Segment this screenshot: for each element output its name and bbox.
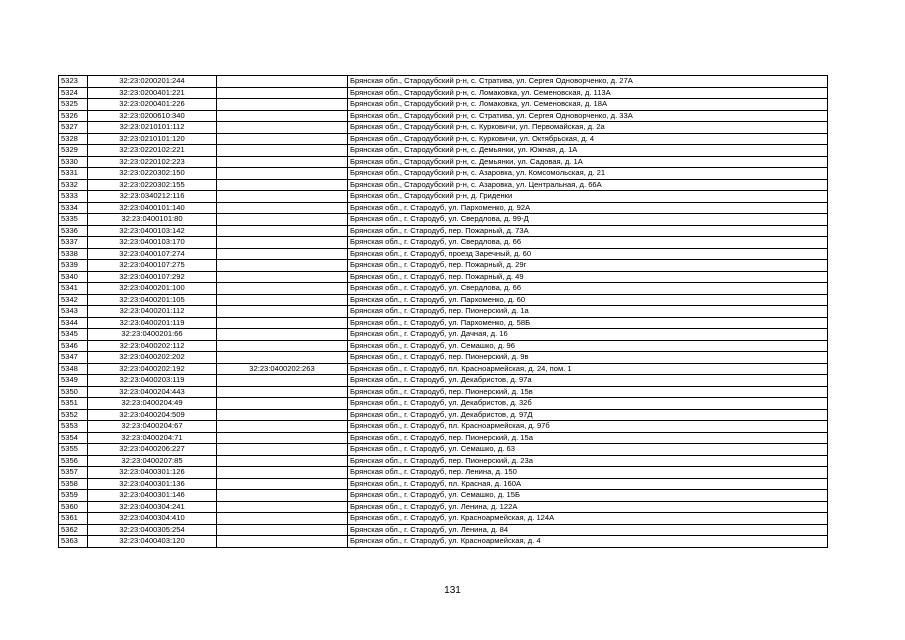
- table-row: [59, 329, 828, 341]
- address-cell: Брянская обл., г. Стародуб, ул. Семашко, д. 15Б: [348, 490, 828, 502]
- address-cell: Брянская обл., г. Стародуб, пер. Пионерский, д. 15в: [348, 386, 828, 398]
- secondary-cadastral-number-cell: [217, 237, 348, 249]
- row-number-cell: 5327: [59, 122, 88, 134]
- row-number-cell: 5333: [59, 191, 88, 203]
- cadastral-number-cell: 32:23:0400101:140: [88, 202, 217, 214]
- table-row: [59, 490, 828, 502]
- table-row: [59, 99, 828, 111]
- address-cell: Брянская обл., г. Стародуб, ул. Свердлова, д. 66: [348, 283, 828, 295]
- secondary-cadastral-number-cell: [217, 490, 348, 502]
- row-number-cell: 5326: [59, 110, 88, 122]
- cadastral-number-cell: 32:23:0200401:221: [88, 87, 217, 99]
- secondary-cadastral-number-cell: [217, 513, 348, 525]
- row-number-cell: 5363: [59, 536, 88, 548]
- address-cell: Брянская обл., г. Стародуб, ул. Ленина, д. 84: [348, 524, 828, 536]
- secondary-cadastral-number-cell: [217, 501, 348, 513]
- row-number-cell: 5338: [59, 248, 88, 260]
- address-cell: Брянская обл., г. Стародуб, ул. Семашко, д. 63: [348, 444, 828, 456]
- table-row: [59, 76, 828, 88]
- cadastral-number-cell: 32:23:0400204:509: [88, 409, 217, 421]
- cadastral-number-cell: 32:23:0400301:146: [88, 490, 217, 502]
- secondary-cadastral-number-cell: [217, 202, 348, 214]
- address-cell: Брянская обл., г. Стародуб, ул. Ленина, д. 122А: [348, 501, 828, 513]
- secondary-cadastral-number-cell: [217, 432, 348, 444]
- table-row: [59, 478, 828, 490]
- address-cell: Брянская обл., г. Стародуб, пер. Пионерский, д. 23а: [348, 455, 828, 467]
- table-row: [59, 398, 828, 410]
- secondary-cadastral-number-cell: [217, 398, 348, 410]
- row-number-cell: 5355: [59, 444, 88, 456]
- secondary-cadastral-number-cell: [217, 306, 348, 318]
- secondary-cadastral-number-cell: [217, 110, 348, 122]
- cadastral-number-cell: 32:23:0400206:227: [88, 444, 217, 456]
- cadastral-number-cell: 32:23:0400204:67: [88, 421, 217, 433]
- row-number-cell: 5362: [59, 524, 88, 536]
- row-number-cell: 5361: [59, 513, 88, 525]
- row-number-cell: 5335: [59, 214, 88, 226]
- row-number-cell: 5356: [59, 455, 88, 467]
- cadastral-number-cell: 32:23:0400202:202: [88, 352, 217, 364]
- row-number-cell: 5353: [59, 421, 88, 433]
- table-row: [59, 432, 828, 444]
- cadastral-number-cell: 32:23:0210101:120: [88, 133, 217, 145]
- table-row: [59, 363, 828, 375]
- secondary-cadastral-number-cell: [217, 260, 348, 272]
- secondary-cadastral-number-cell: [217, 225, 348, 237]
- cadastral-number-cell: 32:23:0400204:49: [88, 398, 217, 410]
- address-cell: Брянская обл., г. Стародуб, ул. Пархоменко, д. 60: [348, 294, 828, 306]
- table-row: [59, 179, 828, 191]
- table-row: [59, 271, 828, 283]
- row-number-cell: 5348: [59, 363, 88, 375]
- cadastral-number-cell: 32:23:0210101:112: [88, 122, 217, 134]
- secondary-cadastral-number-cell: [217, 168, 348, 180]
- table-row: [59, 352, 828, 364]
- table-row: [59, 306, 828, 318]
- secondary-cadastral-number-cell: [217, 248, 348, 260]
- secondary-cadastral-number-cell: [217, 329, 348, 341]
- table-row: [59, 501, 828, 513]
- address-cell: Брянская обл., г. Стародуб, пер. Пионерский, д. 9в: [348, 352, 828, 364]
- cadastral-number-cell: 32:23:0220102:223: [88, 156, 217, 168]
- secondary-cadastral-number-cell: [217, 87, 348, 99]
- row-number-cell: 5341: [59, 283, 88, 295]
- row-number-cell: 5325: [59, 99, 88, 111]
- cadastral-number-cell: 32:23:0400301:126: [88, 467, 217, 479]
- address-cell: Брянская обл., г. Стародуб, пер. Ленина, д. 150: [348, 467, 828, 479]
- address-cell: Брянская обл., Стародубский р-н, с. Курковичи, ул. Первомайская, д. 2а: [348, 122, 828, 134]
- table-row: [59, 87, 828, 99]
- table-row: [59, 260, 828, 272]
- address-cell: Брянская обл., г. Стародуб, пер. Пожарный, д. 49: [348, 271, 828, 283]
- secondary-cadastral-number-cell: [217, 271, 348, 283]
- row-number-cell: 5340: [59, 271, 88, 283]
- table-row: [59, 225, 828, 237]
- row-number-cell: 5344: [59, 317, 88, 329]
- cadastral-number-cell: 32:23:0400201:119: [88, 317, 217, 329]
- table-row: [59, 237, 828, 249]
- secondary-cadastral-number-cell: [217, 375, 348, 387]
- address-cell: Брянская обл., г. Стародуб, ул. Декабристов, д. 97Д: [348, 409, 828, 421]
- table-row: [59, 421, 828, 433]
- table-row: [59, 110, 828, 122]
- cadastral-number-cell: 32:23:0400203:119: [88, 375, 217, 387]
- row-number-cell: 5349: [59, 375, 88, 387]
- page-number: 131: [444, 585, 461, 596]
- address-cell: Брянская обл., г. Стародуб, ул. Свердлова, д. 66: [348, 237, 828, 249]
- row-number-cell: 5324: [59, 87, 88, 99]
- address-cell: Брянская обл., г. Стародуб, проезд Заречный, д. 60: [348, 248, 828, 260]
- address-cell: Брянская обл., Стародубский р-н, с. Курковичи, ул. Октябрьская, д. 4: [348, 133, 828, 145]
- cadastral-number-cell: 32:23:0400305:254: [88, 524, 217, 536]
- address-cell: Брянская обл., г. Стародуб, пл. Красноармейская, д. 97б: [348, 421, 828, 433]
- secondary-cadastral-number-cell: [217, 156, 348, 168]
- table-row: [59, 467, 828, 479]
- address-cell: Брянская обл., Стародубский р-н, с. Азаровка, ул. Комсомольская, д. 21: [348, 168, 828, 180]
- table-row: [59, 513, 828, 525]
- table-row: [59, 317, 828, 329]
- secondary-cadastral-number-cell: [217, 444, 348, 456]
- secondary-cadastral-number-cell: [217, 340, 348, 352]
- secondary-cadastral-number-cell: [217, 524, 348, 536]
- row-number-cell: 5351: [59, 398, 88, 410]
- row-number-cell: 5343: [59, 306, 88, 318]
- row-number-cell: 5358: [59, 478, 88, 490]
- table-row: [59, 133, 828, 145]
- row-number-cell: 5332: [59, 179, 88, 191]
- row-number-cell: 5330: [59, 156, 88, 168]
- address-cell: Брянская обл., г. Стародуб, пл. Красноармейская, д. 24, пом. 1: [348, 363, 828, 375]
- address-cell: Брянская обл., г. Стародуб, ул. Декабристов, д. 32б: [348, 398, 828, 410]
- row-number-cell: 5350: [59, 386, 88, 398]
- registry-table-body: [59, 76, 828, 548]
- cadastral-number-cell: 32:23:0400107:275: [88, 260, 217, 272]
- secondary-cadastral-number-cell: [217, 76, 348, 88]
- cadastral-number-cell: 32:23:0340212:116: [88, 191, 217, 203]
- table-row: [59, 294, 828, 306]
- cadastral-number-cell: 32:23:0200610:340: [88, 110, 217, 122]
- address-cell: Брянская обл., г. Стародуб, ул. Пархоменко, д. 92А: [348, 202, 828, 214]
- secondary-cadastral-number-cell: [217, 145, 348, 157]
- cadastral-number-cell: 32:23:0400204:443: [88, 386, 217, 398]
- cadastral-number-cell: 32:23:0400103:170: [88, 237, 217, 249]
- address-cell: Брянская обл., г. Стародуб, ул. Семашко, д. 96: [348, 340, 828, 352]
- secondary-cadastral-number-cell: [217, 317, 348, 329]
- address-cell: Брянская обл., Стародубский р-н, с. Стратива, ул. Сергея Одноворченко, д. 27А: [348, 76, 828, 88]
- table-row: [59, 248, 828, 260]
- address-cell: Брянская обл., г. Стародуб, пер. Пионерский, д. 15а: [348, 432, 828, 444]
- row-number-cell: 5346: [59, 340, 88, 352]
- table-row: [59, 386, 828, 398]
- table-row: [59, 156, 828, 168]
- address-cell: Брянская обл., г. Стародуб, ул. Пархоменко, д. 58Б: [348, 317, 828, 329]
- row-number-cell: 5342: [59, 294, 88, 306]
- table-row: [59, 444, 828, 456]
- row-number-cell: 5354: [59, 432, 88, 444]
- address-cell: Брянская обл., Стародубский р-н, с. Ломаковка, ул. Семеновская, д. 113А: [348, 87, 828, 99]
- cadastral-number-cell: 32:23:0400201:100: [88, 283, 217, 295]
- address-cell: Брянская обл., г. Стародуб, ул. Красноармейская, д. 4: [348, 536, 828, 548]
- cadastral-number-cell: 32:23:0400202:112: [88, 340, 217, 352]
- address-cell: Брянская обл., Стародубский р-н, д. Гриденки: [348, 191, 828, 203]
- address-cell: Брянская обл., г. Стародуб, ул. Декабристов, д. 97а: [348, 375, 828, 387]
- row-number-cell: 5345: [59, 329, 88, 341]
- secondary-cadastral-number-cell: [217, 283, 348, 295]
- table-row: [59, 340, 828, 352]
- cadastral-number-cell: 32:23:0400201:105: [88, 294, 217, 306]
- table-row: [59, 283, 828, 295]
- secondary-cadastral-number-cell: [217, 122, 348, 134]
- table-row: [59, 191, 828, 203]
- cadastral-number-cell: 32:23:0200201:244: [88, 76, 217, 88]
- row-number-cell: 5360: [59, 501, 88, 513]
- secondary-cadastral-number-cell: [217, 133, 348, 145]
- secondary-cadastral-number-cell: [217, 478, 348, 490]
- address-cell: Брянская обл., Стародубский р-н, с. Демьянки, ул. Южная, д. 1А: [348, 145, 828, 157]
- cadastral-number-cell: 32:23:0400107:274: [88, 248, 217, 260]
- secondary-cadastral-number-cell: [217, 455, 348, 467]
- cadastral-number-cell: 32:23:0400301:136: [88, 478, 217, 490]
- address-cell: Брянская обл., г. Стародуб, пл. Красная, д. 160А: [348, 478, 828, 490]
- address-cell: Брянская обл., г. Стародуб, пер. Пожарный, д. 73А: [348, 225, 828, 237]
- cadastral-number-cell: 32:23:0400201:112: [88, 306, 217, 318]
- cadastral-number-cell: 32:23:0220102:221: [88, 145, 217, 157]
- secondary-cadastral-number-cell: [217, 294, 348, 306]
- cadastral-number-cell: 32:23:0400403:120: [88, 536, 217, 548]
- table-row: [59, 145, 828, 157]
- table-row: [59, 409, 828, 421]
- address-cell: Брянская обл., Стародубский р-н, с. Стратива, ул. Сергея Одноворченко, д. 33А: [348, 110, 828, 122]
- table-row: [59, 214, 828, 226]
- address-cell: Брянская обл., г. Стародуб, ул. Красноармейская, д. 124А: [348, 513, 828, 525]
- row-number-cell: 5334: [59, 202, 88, 214]
- table-row: [59, 375, 828, 387]
- table-row: [59, 524, 828, 536]
- address-cell: Брянская обл., г. Стародуб, пер. Пожарный, д. 29г: [348, 260, 828, 272]
- property-registry-table: [58, 75, 828, 548]
- row-number-cell: 5331: [59, 168, 88, 180]
- secondary-cadastral-number-cell: [217, 191, 348, 203]
- cadastral-number-cell: 32:23:0400204:71: [88, 432, 217, 444]
- cadastral-number-cell: 32:23:0200401:226: [88, 99, 217, 111]
- secondary-cadastral-number-cell: [217, 467, 348, 479]
- secondary-cadastral-number-cell: [217, 421, 348, 433]
- address-cell: Брянская обл., Стародубский р-н, с. Азаровка, ул. Центральная, д. 66А: [348, 179, 828, 191]
- table-row: [59, 168, 828, 180]
- table-row: [59, 122, 828, 134]
- row-number-cell: 5347: [59, 352, 88, 364]
- secondary-cadastral-number-cell: [217, 179, 348, 191]
- cadastral-number-cell: 32:23:0400304:241: [88, 501, 217, 513]
- cadastral-number-cell: 32:23:0400101:80: [88, 214, 217, 226]
- cadastral-number-cell: 32:23:0400304:410: [88, 513, 217, 525]
- secondary-cadastral-number-cell: [217, 214, 348, 226]
- row-number-cell: 5359: [59, 490, 88, 502]
- cadastral-number-cell: 32:23:0220302:155: [88, 179, 217, 191]
- row-number-cell: 5357: [59, 467, 88, 479]
- row-number-cell: 5329: [59, 145, 88, 157]
- secondary-cadastral-number-cell: [217, 409, 348, 421]
- cadastral-number-cell: 32:23:0400201:66: [88, 329, 217, 341]
- cadastral-number-cell: 32:23:0400207:85: [88, 455, 217, 467]
- secondary-cadastral-number-cell: [217, 99, 348, 111]
- address-cell: Брянская обл., г. Стародуб, пер. Пионерский, д. 1а: [348, 306, 828, 318]
- table-row: [59, 536, 828, 548]
- address-cell: Брянская обл., Стародубский р-н, с. Демьянки, ул. Садовая, д. 1А: [348, 156, 828, 168]
- row-number-cell: 5339: [59, 260, 88, 272]
- row-number-cell: 5352: [59, 409, 88, 421]
- secondary-cadastral-number-cell: [217, 352, 348, 364]
- cadastral-number-cell: 32:23:0220302:150: [88, 168, 217, 180]
- address-cell: Брянская обл., г. Стародуб, ул. Дачная, д. 16: [348, 329, 828, 341]
- row-number-cell: 5323: [59, 76, 88, 88]
- cadastral-number-cell: 32:23:0400103:142: [88, 225, 217, 237]
- table-row: [59, 202, 828, 214]
- row-number-cell: 5336: [59, 225, 88, 237]
- row-number-cell: 5328: [59, 133, 88, 145]
- cadastral-number-cell: 32:23:0400107:292: [88, 271, 217, 283]
- secondary-cadastral-number-cell: 32:23:0400202:263: [217, 363, 348, 375]
- secondary-cadastral-number-cell: [217, 386, 348, 398]
- secondary-cadastral-number-cell: [217, 536, 348, 548]
- table-row: [59, 455, 828, 467]
- row-number-cell: 5337: [59, 237, 88, 249]
- address-cell: Брянская обл., г. Стародуб, ул. Свердлова, д. 99-Д: [348, 214, 828, 226]
- address-cell: Брянская обл., Стародубский р-н, с. Ломаковка, ул. Семеновская, д. 18А: [348, 99, 828, 111]
- cadastral-number-cell: 32:23:0400202:192: [88, 363, 217, 375]
